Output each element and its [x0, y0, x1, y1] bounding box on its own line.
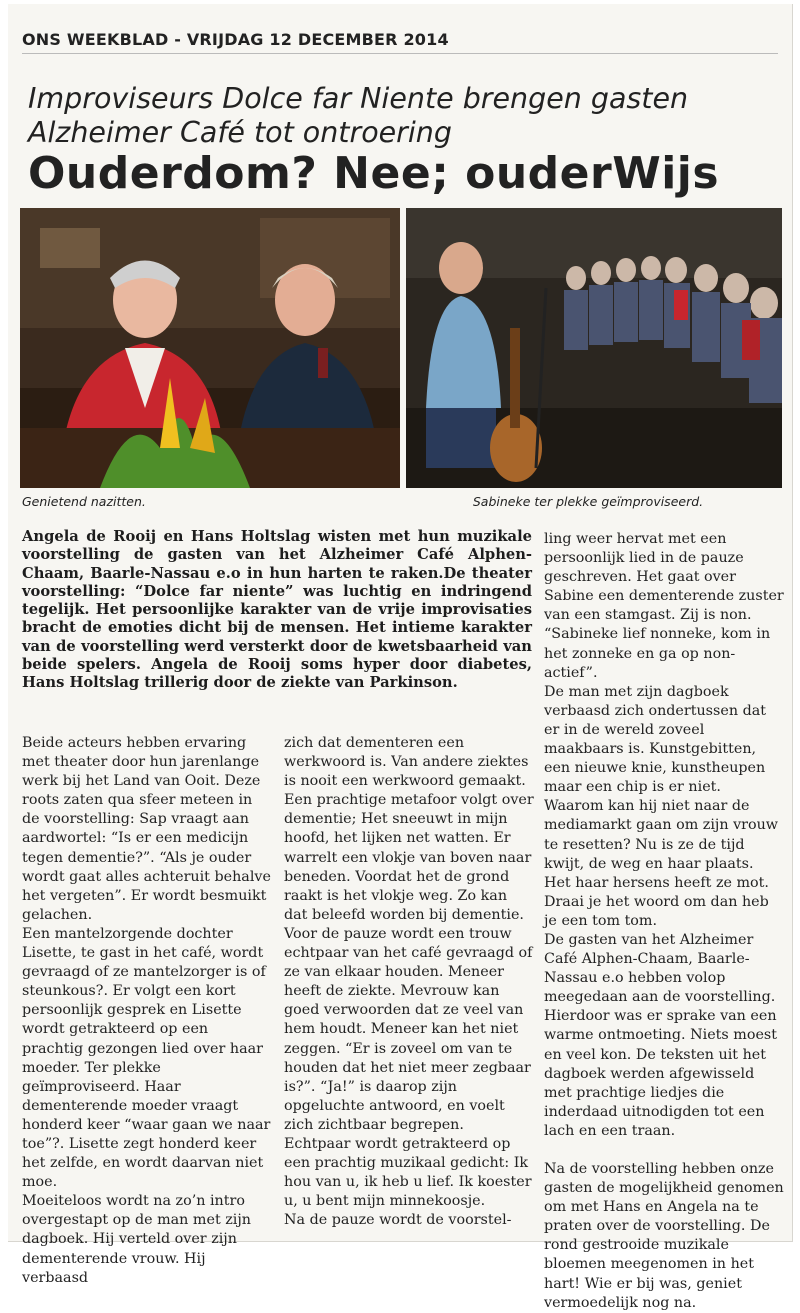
paragraph: Moeiteloos wordt na zo’n intro overgestapt op de man met zijn dagboek. Hij verteld over zijn dementerende vrouw. Hij verbaasd	[22, 1193, 251, 1286]
main-headline: Ouderdom? Nee; ouderWijs	[28, 148, 720, 199]
paragraph: ling weer hervat met een persoonlijk lied in de pauze geschreven. Het gaat over Sabine een dementerende zuster van een stamgast. Zij is non. “Sabineke lief nonneke, kom in het zonneke en ga op non-actief”.	[544, 531, 784, 681]
paragraph: Een mantelzorgende dochter Lisette, te gast in het café, wordt gevraagd of ze mantelzorger is of steunkous?. Er volgt een kort persoonlijk gesprek en Lisette wordt getrakteerd op een prachtig gezongen lied over haar moeder. Ter plekke geïmproviseerd. Haar dementerende moeder vraagt honderd keer “waar gaan we naar toe”?. Lisette zegt honderd keer het zelfde, en wordt daarvan niet moe.	[22, 925, 271, 1191]
article-column-1	[22, 734, 272, 1288]
paragraph: Een prachtige metafoor volgt over dementie; Het sneeuwt in mijn hoofd, het lijken net watten. Er warrelt een vlokje van boven naar beneden. Voordat het de grond raakt is het vlokje weg. Zo kan dat beleefd worden bij dementie.	[284, 792, 534, 923]
photo-guests-sitting	[20, 208, 400, 488]
paragraph: Na de pauze wordt de voorstel-	[284, 1212, 512, 1229]
newspaper-page	[8, 4, 793, 1311]
article-column-3	[544, 530, 784, 1313]
masthead: ONS WEEKBLAD - VRIJDAG 12 DECEMBER 2014	[22, 30, 778, 54]
photo-caption-right: Sabineke ter plekke geïmproviseerd.	[472, 494, 704, 509]
paragraph: zich dat dementeren een werkwoord is. Van andere ziektes is nooit een werkwoord gemaakt.	[284, 735, 529, 790]
kicker-headline: Improviseurs Dolce far Niente brengen gasten Alzheimer Café tot ontroering	[28, 82, 689, 149]
paragraph: De gasten van het Alzheimer Café Alphen-Chaam, Baarle-Nassau e.o hebben volop meegedaan aan de voorstelling. Hierdoor was er sprake van een warme ontmoeting. Niets moest en veel kon. De teksten uit het dagboek werden afgewisseld met prachtige liedjes die inderdaad uitnodigden tot een lach en een traan.	[544, 931, 777, 1139]
paragraph: Na de voorstelling hebben onze gasten de mogelijkheid genomen om met Hans en Angela na te praten over de voorstelling. De rond gestrooide muzikale bloemen meegenomen in het hart! Wie er bij was, geniet vermoedelijk nog na.	[544, 1161, 784, 1311]
photo-caption-left: Genietend nazitten.	[22, 494, 146, 509]
paragraph: Beide acteurs hebben ervaring met theater door hun jarenlange werk bij het Land van Ooit. Deze roots zaten qua sfeer meteen in de voorstelling: Sap vraagt aan aardwortel: “Is er een medicijn tegen dementie?”. “Als je ouder wordt gaat alles achteruit behalve het vergeten”. Er wordt besmuikt gelachen.	[22, 735, 271, 923]
photo-performance	[406, 208, 782, 488]
article-lead: Angela de Rooij en Hans Holtslag wisten met hun muzikale voorstelling de gasten van het Alzheimer Café Alphen-Chaam, Baarle-Nassau e.o in hun harten te raken.De theater voorstelling: “Dolce far niente” was luchtig en indringend tegelijk. Het persoonlijke karakter van de vrije improvisaties bracht de emoties dicht bij de mensen. Het intieme karakter van de voorstelling werd versterkt door de kwetsbaarheid van beide spelers. Angela de Rooij soms hyper door diabetes, Hans Holtslag trillerig door de ziekte van Parkinson.	[22, 528, 532, 692]
article-column-2	[284, 734, 534, 1230]
paragraph: Voor de pauze wordt een trouw echtpaar van het café gevraagd of ze van elkaar houden. Meneer heeft de ziekte. Mevrouw kan goed verwoorden dat ze veel van hem houdt. Meneer kan het niet zeggen. “Er is zoveel om van te houden dat het niet meer zegbaar is?”. “Ja!” is daarop zijn opgeluchte antwoord, en voelt zich zichtbaar begrepen. Echtpaar wordt getrakteerd op een prachtig muzikaal gedicht: Ik hou van u, ik heb u lief. Ik koester u, u bent mijn minnekoosje.	[284, 925, 533, 1210]
paragraph: De man met zijn dagboek verbaasd zich ondertussen dat er in de wereld zoveel maakbaars is. Kunstgebitten, een nieuwe knie, kunstheupen maar een chip is er niet. Waarom kan hij niet naar de mediamarkt gaan om zijn vrouw te resetten? Nu is ze de tijd kwijt, de weg en haar plaats. Het haar hersens heeft ze mot. Draai je het woord om dan heb je een tom tom.	[544, 683, 779, 929]
